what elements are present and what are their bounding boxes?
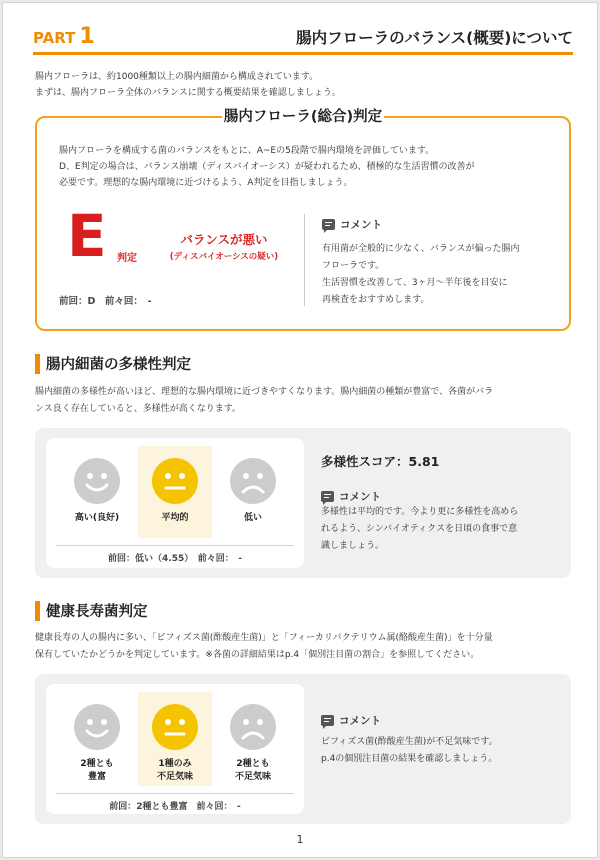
desc-line: 保有していたかどうかを判定しています。※各菌の詳細結果はp.4「個別注目菌の割合」を参照してください。 — [35, 650, 480, 660]
longevity-previous-results: 前回：2種とも豊富 前々回： - — [109, 802, 241, 812]
longevity-option-one-only — [138, 692, 212, 786]
comment-heading — [321, 713, 381, 728]
option-label-line: 不足気味 — [156, 772, 193, 782]
longevity-section-title: 健康長寿菌判定 — [46, 604, 148, 620]
comment-line: p.4の個別注目菌の結果を確認しましょう。 — [321, 754, 498, 764]
part-text: PART — [33, 29, 76, 47]
option-label: 低い — [243, 513, 262, 523]
intro-line: 腸内フローラは、約1000種類以上の腸内細菌から構成されています。 — [35, 72, 319, 82]
diversity-option-average — [138, 446, 212, 538]
longevity-description — [35, 630, 575, 664]
report-page — [2, 2, 598, 858]
comment-title: コメント — [340, 219, 382, 231]
option-label-line: 2種とも — [80, 759, 114, 769]
page-header — [33, 19, 573, 55]
part-label — [33, 24, 95, 49]
diversity-option-high — [60, 446, 134, 538]
section-bar — [35, 601, 40, 621]
neutral-face-icon — [152, 704, 198, 750]
intro-line: まずは、腸内フローラ全体のバランスに関する概要結果を確認しましょう。 — [35, 88, 341, 98]
grade-result-detail: (ディスバイオーシスの疑い) — [169, 252, 279, 262]
comment-line: 生活習慣を改善して、3ヶ月～半年後を目安に — [322, 278, 508, 288]
longevity-options-card — [46, 684, 304, 814]
diversity-section-title: 腸内細菌の多様性判定 — [46, 357, 191, 373]
comment-text — [321, 504, 561, 555]
longevity-option-both-rich — [60, 692, 134, 786]
part-number: 1 — [79, 24, 95, 49]
card-divider — [56, 793, 294, 794]
card-divider — [56, 545, 294, 546]
diversity-option-low — [216, 446, 290, 538]
divider — [304, 214, 305, 306]
comment-line: 有用菌が全般的に少なく、バランスが偏った腸内 — [322, 244, 520, 254]
comment-heading — [321, 489, 381, 504]
option-label-line: 豊富 — [87, 772, 106, 782]
option-label-line: 1種のみ — [158, 759, 192, 769]
comment-icon — [321, 715, 334, 726]
overall-judgement-box — [35, 109, 571, 331]
comment-line: 識しましょう。 — [321, 541, 385, 551]
option-label — [216, 758, 290, 784]
overall-judgement-title: 腸内フローラ(総合)判定 — [222, 106, 384, 128]
desc-line: 必要です。理想的な腸内環境に近づけるよう、A判定を目指しましょう。 — [59, 178, 353, 188]
option-label-line: 2種とも — [236, 759, 270, 769]
desc-line: 腸内フローラを構成する菌のバランスをもとに、A~Eの5段階で腸内環境を評価しています。 — [59, 146, 435, 156]
comment-line: 多様性は平均的です。今より更に多様性を高めら — [321, 507, 519, 517]
diversity-previous-results: 前回：低い（4.55） 前々回： - — [108, 554, 242, 564]
comment-icon — [322, 219, 335, 230]
page-number: 1 — [296, 833, 304, 846]
comment-line: ビフィズス菌(酢酸産生菌)が不足気味です。 — [321, 737, 498, 747]
comment-line: れるよう、シンバイオティクスを日頃の食事で意 — [321, 524, 518, 534]
smile-face-icon — [74, 458, 120, 504]
desc-line: 健康長寿の人の腸内に多い、「ビフィズス菌(酢酸産生菌)」と「フィーカリバクテリウム属(酪酸産生菌)」を十分量 — [35, 633, 493, 643]
diversity-options-card — [46, 438, 304, 568]
option-label: 高い(良好) — [74, 513, 120, 523]
grade-letter: E — [67, 202, 107, 270]
diversity-score: 多様性スコア：5.81 — [321, 454, 440, 469]
page-title: 腸内フローラのバランス(概要)について — [296, 29, 573, 47]
option-label-line: 不足気味 — [234, 772, 271, 782]
grade-label: 判定 — [117, 253, 137, 264]
desc-line: ンス良く存在していると、多様性が高くなります。 — [35, 404, 242, 414]
comment-text — [322, 241, 562, 309]
sad-face-icon — [230, 704, 276, 750]
comment-heading — [322, 217, 382, 232]
option-label — [60, 758, 134, 784]
intro-text — [35, 69, 575, 101]
comment-title: コメント — [339, 491, 381, 503]
comment-text — [321, 734, 561, 768]
comment-icon — [321, 491, 334, 502]
overall-judgement-description — [59, 143, 554, 191]
grade-result: バランスが悪い — [180, 232, 268, 247]
section-bar — [35, 354, 40, 374]
comment-title: コメント — [339, 715, 381, 727]
sad-face-icon — [230, 458, 276, 504]
comment-line: フローラです。 — [322, 261, 385, 271]
diversity-result-box — [35, 428, 571, 578]
diversity-description — [35, 384, 575, 418]
longevity-section-heading — [35, 600, 148, 621]
neutral-face-icon — [152, 458, 198, 504]
desc-line: 腸内細菌の多様性が高いほど、理想的な腸内環境に近づきやすくなります。腸内細菌の種類が豊富で、各菌がバラ — [35, 387, 494, 397]
longevity-option-both-low — [216, 692, 290, 786]
previous-results: 前回：D 前々回： - — [59, 296, 152, 307]
smile-face-icon — [74, 704, 120, 750]
option-label — [138, 758, 212, 784]
diversity-section-heading — [35, 353, 191, 374]
comment-line: 再検査をおすすめします。 — [322, 295, 430, 305]
longevity-result-box — [35, 674, 571, 824]
option-label: 平均的 — [161, 513, 189, 523]
header-rule — [33, 52, 573, 55]
desc-line: D、E判定の場合は、バランス崩壊（ディスバイオーシス）が疑われるため、積極的な生活習慣の改善が — [59, 162, 475, 172]
